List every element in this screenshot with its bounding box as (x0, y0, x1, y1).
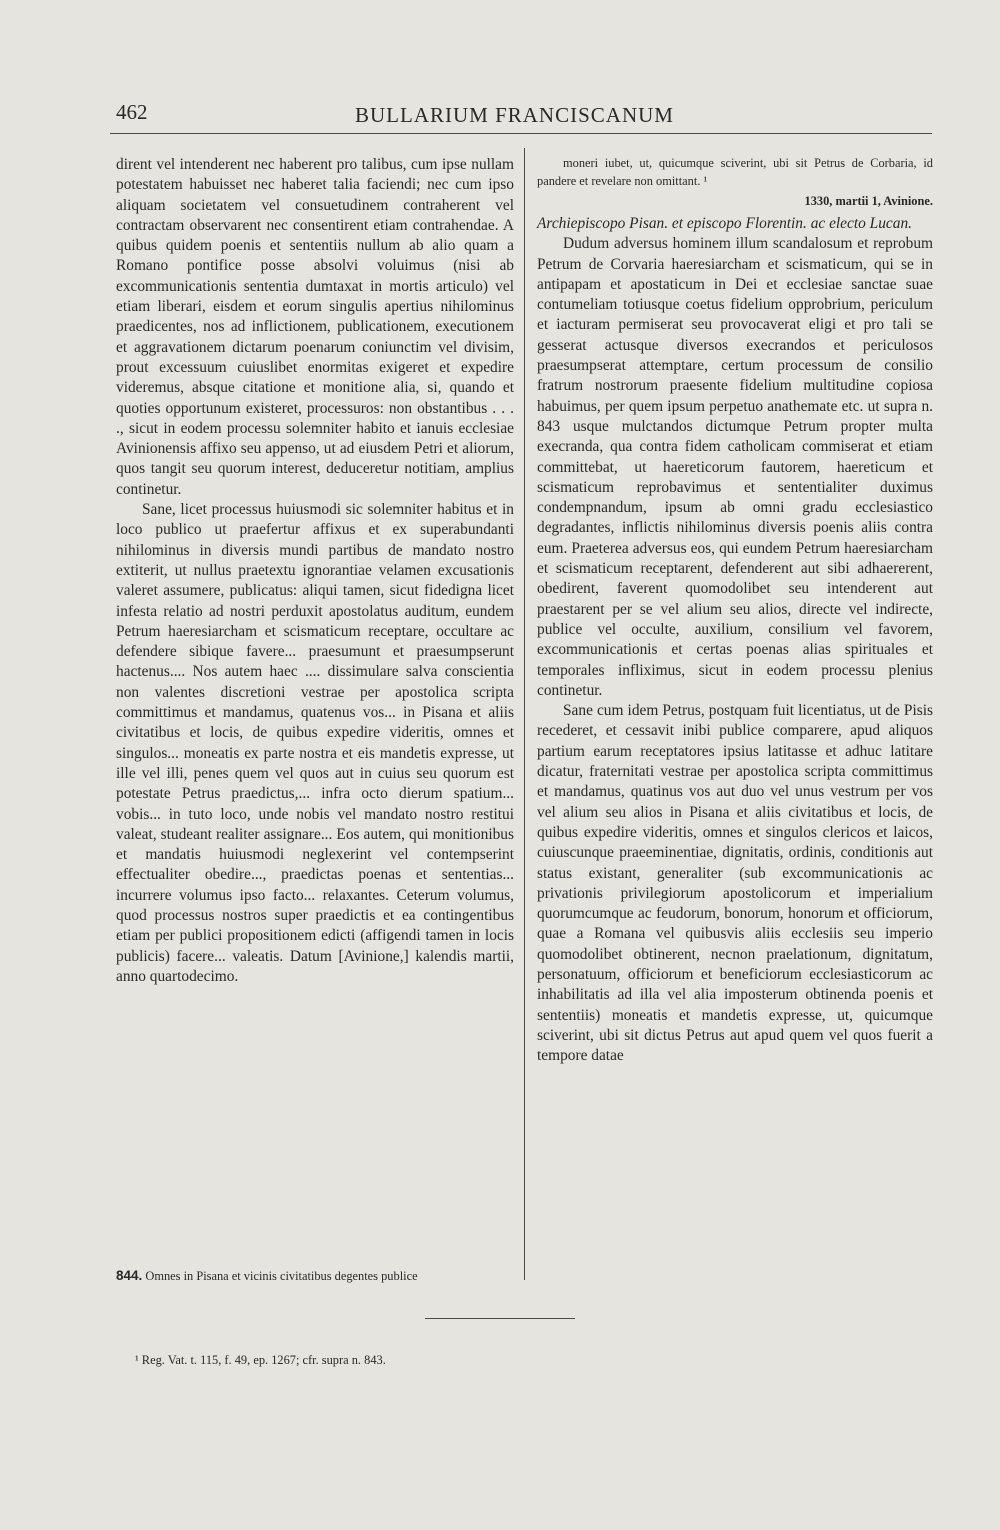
footnote-marker: ¹ (700, 173, 708, 188)
left-column (116, 155, 514, 987)
running-title: BULLARIUM FRANCISCANUM (355, 103, 674, 127)
left-paragraph-1: dirent vel intenderent nec haberent pro talibus, cum ipse nullam potestatem habuisset nec haberet talia faciendi; nec cum ipso aliquam societatem vel consuetudinem contraherent vel contractam observarent nec consentirent etiam contrahendae. A quibus quidem poenis et sententiis nullum ab alio quam a Romano pontifice posse absolvi voluimus (nisi ab excommunicationis sententia dumtaxat in mortis articulo) vel etiam liberari, eisdem et eorum singulis apertius nihilominus praedicentes, nos ad inflictionem, publicationem, executionem et aggravationem dictarum poenarum coniunctim vel divisim, prout excessuum cuiuslibet enormitas exigeret et expedire videremus, absque citatione et monitione alia, si, quando et quoties opportunum existeret, processuros: non obstantibus . . . ., sicut in eodem processu solemniter habito et ianuis ecclesiae Avinionensis affixo seu appenso, ut ad eiusdem Petri et aliorum, quos tangit seu quorum interest, deduceretur notitiam, amplius continetur. (116, 156, 514, 498)
left-paragraph-2: Sane, licet processus huiusmodi sic solemniter habitus et in loco publico ut praefertur affixus et ex superabundanti nihilominus in diversis mundi partibus de mandato nostro extiterit, ut nullus praetextu ignorantiae velamen excusationis valeret assumere, publicatus: aliqui tamen, sicut fidedigna licet infesta relatio ad nostri perduxit apostolatus auditum, eundem Petrum haeresiarcham et scismaticum receptare, occultare ac defendere sibique favere... praesumunt et praesumpserunt hactenus.... Nos autem haec .... dissimulare salva conscientia non valentes discretioni vestrae per apostolica scripta committimus et mandamus, quatenus vos... in Pisana et aliis civitatibus et locis, de quibus expedire videritis, omnes et singulos... moneatis ex parte nostra et eis mandetis expresse, ut ille vel illi, penes quem vel quos aut in cuius seu quorum est potestate Petrus praedictus,... infra octo dierum spatium... vobis... in tuto loco, unde nobis vel mandato nostro restitui valeat, studeant realiter assignare... Eos autem, qui monitionibus et mandatis huiusmodi neglexerint vel contempserint effectualiter obedire..., praedictas poenas et sententias... incurrere volumus ipso facto... relaxantes. Ceterum volumus, quod processus nostros super praedictis et ea contingentibus etiam per publici propositionem edicti (affigendi tamen in locis publicis) facere... valeatis. Datum [Avinione,] kalendis martii, anno quartodecimo. (116, 501, 514, 985)
page-number: 462 (116, 100, 148, 124)
address-line: Archiepiscopo Pisan. et episcopo Florentin. ac electo Lucan. (537, 215, 912, 232)
summary-continuation-text: moneri iubet, ut, quicumque sciverint, ubi sit Petrus de Corbaria, id pandere et revelare non omittant. (537, 156, 933, 188)
summary-continuation (537, 155, 933, 190)
header-rule (110, 133, 932, 134)
column-rule (524, 148, 525, 1280)
right-paragraph-1: Dudum adversus hominem illum scandalosum et reprobum Petrum de Corvaria haeresiarcham et scismaticum, qui se in antipapam et apostaticum in Dei et ecclesiae sanctae suae contumeliam totiusque coetus fidelium opprobrium, periculum et iacturam permiserat seu provocaverat eligi et pro tali se gesserat actusque diversos execrandos et periculosos praesumpserat attemptare, certum processum de consilio fratrum nostrorum praesente fidelium multitudine copiosa habuimus, per quem ipsum perpetuo anathemate etc. ut supra n. 843 usque mulctandos dictumque Petrum propter multa execranda, qua contra fidem catholicam commiserat et etiam committebat, ut haereticorum fautorem, haereticum et scismaticum reprobavimus et sententialiter duximus condempnandum, ipsum ab omni gradu ecclesiastico degradantes, inflictis nihilominus diversis poenis aliis contra eum. Praeterea adversus eos, qui eundem Petrum haeresiarcham et scismaticum receptarent, defenderent aut sibi adhaererent, obedirent, faverent quomodolibet seu intenderent aut praestarent per se vel alium seu alios, directe vel indirecte, publice vel occulte, auxilium, consilium vel favorem, excommunicationis et certas poenas alias spirituales et temporales infliximus, sicut in eodem processu plenius continetur. (537, 235, 933, 699)
document-number: 844. (116, 1268, 143, 1283)
footnote-rule (425, 1318, 575, 1319)
document-summary: Omnes in Pisana et vicinis civitatibus degentes publice (142, 1269, 418, 1283)
right-column (537, 155, 933, 1066)
doc-844-entry (116, 1267, 514, 1285)
footnote: ¹ Reg. Vat. t. 115, f. 49, ep. 1267; cfr. supra n. 843. (135, 1353, 386, 1367)
date-line: 1330, martii 1, Avinione. (804, 194, 933, 208)
right-paragraph-2: Sane cum idem Petrus, postquam fuit licentiatus, ut de Pisis recederet, et cessavit inibi publice comparere, apud aliquos partium earum receptatores ipsius latitasse et adhuc latitare dicatur, fraternitati vestrae per apostolica scripta committimus et mandamus, quatinus vos aut duo vel unus vestrum per vos vel alium seu alios in Pisana et aliis civitatibus et locis, de quibus expedire videritis, omnes et singulos clericos et laicos, cuiuscunque praeeminentiae, dignitatis, ordinis, conditionis aut status existant, generaliter (sub excommunicationis ac privationis privilegiorum apostolicorum et imperialium quorumcumque ac feudorum, bonorum, honorum et officiorum, quae a Romana vel quibusvis aliis ecclesiis seu imperio quomodolibet obtinerent, necnon praelationum, dignitatum, personatuum, officiorum et beneficiorum ecclesiasticorum ac inhabilitatis ad illa vel alia imposterum obtinenda poenis et sententiis) moneatis et mandetis expresse, ut, quicumque sciverint, ubi sit dictus Petrus aut apud quem vel quos fuerit a tempore datae (537, 702, 933, 1065)
